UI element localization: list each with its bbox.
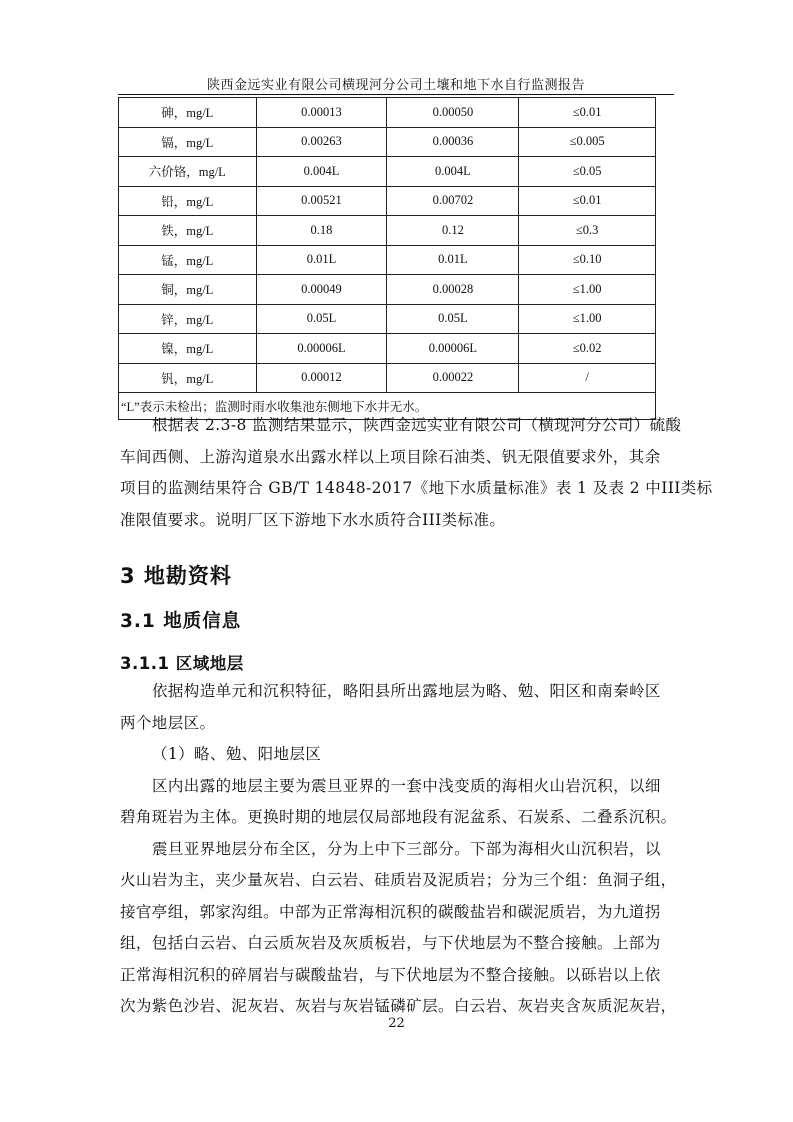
text-line: 根据表 2.3-8 监测结果显示，陕西金远实业有限公司（横现河分公司）硫酸 [152, 416, 682, 434]
cell-limit: / [519, 363, 656, 393]
cell-value-1: 0.00013 [256, 98, 387, 128]
text-line: 正常海相沉积的碎屑岩与碳酸盐岩，与下伏地层为不整合接触。以砾岩以上依 [120, 965, 661, 984]
cell-limit: ≤1.00 [519, 304, 656, 334]
cell-item: 钒，mg/L [119, 363, 257, 393]
table-row [119, 186, 656, 216]
text-line: 接官亭组，郭家沟组。中部为正常海相沉积的碳酸盐岩和碳泥质岩，为九道拐 [120, 902, 661, 921]
text-line: 准限值要求。说明厂区下游地下水水质符合III类标准。 [120, 510, 506, 529]
subsubsection-heading: 3.1.1 区域地层 [120, 654, 244, 673]
cell-value-1: 0.004L [256, 157, 387, 187]
table-note: “L”表示未检出；监测时雨水收集池东侧地下水井无水。 [119, 393, 656, 420]
cell-value-2: 0.00022 [387, 363, 519, 393]
cell-value-1: 0.00049 [256, 275, 387, 305]
cell-item: 镍，mg/L [119, 334, 257, 364]
table-row [119, 245, 656, 275]
cell-limit: ≤0.10 [519, 245, 656, 275]
cell-value-1: 0.00012 [256, 363, 387, 393]
table-row [119, 275, 656, 305]
cell-value-2: 0.01L [387, 245, 519, 275]
text-line: 两个地层区。 [120, 713, 216, 732]
text-line: 车间西侧、上游沟道泉水出露水样以上项目除石油类、钒无限值要求外，其余 [120, 447, 661, 466]
header-rule [118, 94, 674, 95]
running-header: 陕西金远实业有限公司横现河分公司土壤和地下水自行监测报告 [206, 78, 585, 93]
cell-value-2: 0.00702 [387, 186, 519, 216]
cell-item: 铁，mg/L [119, 216, 257, 246]
table-row [119, 127, 656, 157]
table-row [119, 216, 656, 246]
cell-item: 砷，mg/L [119, 98, 257, 128]
cell-value-2: 0.12 [387, 216, 519, 246]
table-row [119, 304, 656, 334]
section-heading: 3 地勘资料 [120, 564, 232, 588]
table-row [119, 157, 656, 187]
text-line: 项目的监测结果符合 GB/T 14848-2017《地下水质量标准》表 1 及表 2 中III类标 [120, 479, 713, 497]
cell-value-1: 0.00521 [256, 186, 387, 216]
table-row [119, 334, 656, 364]
cell-item: 铅，mg/L [119, 186, 257, 216]
monitoring-results-table [118, 97, 656, 420]
cell-limit: ≤0.02 [519, 334, 656, 364]
text-line: 依据构造单元和沉积特征，略阳县所出露地层为略、勉、阳区和南秦岭区 [152, 682, 661, 700]
cell-limit: ≤0.3 [519, 216, 656, 246]
table-body [119, 98, 656, 420]
cell-limit: ≤0.005 [519, 127, 656, 157]
body-text [120, 676, 675, 1023]
text-line: 组，包括白云岩、白云质灰岩及灰质板岩，与下伏地层为不整合接触。上部为 [120, 934, 661, 952]
conclusion-paragraph [120, 410, 713, 536]
cell-value-2: 0.00006L [387, 334, 519, 364]
text-line: （1）略、勉、阳地层区 [152, 745, 322, 763]
text-line: 碧角斑岩为主体。更换时期的地层仅局部地段有泥盆系、石炭系、二叠系沉积。 [120, 808, 677, 826]
cell-value-1: 0.18 [256, 216, 387, 246]
cell-item: 锌，mg/L [119, 304, 257, 334]
cell-item: 铜，mg/L [119, 275, 257, 305]
cell-value-2: 0.00050 [387, 98, 519, 128]
page-number: 22 [388, 1016, 405, 1031]
cell-limit: ≤0.01 [519, 98, 656, 128]
text-line: 火山岩为主，夹少量灰岩、白云岩、硅质岩及泥质岩；分为三个组：鱼洞子组， [120, 871, 677, 889]
cell-item: 镉，mg/L [119, 127, 257, 157]
cell-limit: ≤0.05 [519, 157, 656, 187]
cell-value-2: 0.00036 [387, 127, 519, 157]
cell-value-2: 0.004L [387, 157, 519, 187]
cell-value-1: 0.01L [256, 245, 387, 275]
subsection-heading: 3.1 地质信息 [120, 611, 242, 632]
cell-value-2: 0.00028 [387, 275, 519, 305]
cell-value-1: 0.00006L [256, 334, 387, 364]
cell-value-1: 0.05L [256, 304, 387, 334]
cell-value-2: 0.05L [387, 304, 519, 334]
cell-item: 六价铬，mg/L [119, 157, 257, 187]
cell-value-1: 0.00263 [256, 127, 387, 157]
cell-limit: ≤0.01 [519, 186, 656, 216]
text-line: 次为紫色沙岩、泥灰岩、灰岩与灰岩锰磷矿层。白云岩、灰岩夹含灰质泥灰岩， [120, 997, 677, 1015]
table-row [119, 363, 656, 393]
text-line: 震旦亚界地层分布全区，分为上中下三部分。下部为海相火山沉积岩，以 [152, 839, 661, 858]
table-row [119, 98, 656, 128]
cell-item: 锰，mg/L [119, 245, 257, 275]
text-line: 区内出露的地层主要为震旦亚界的一套中浅变质的海相火山岩沉积，以细 [152, 776, 661, 795]
cell-limit: ≤1.00 [519, 275, 656, 305]
